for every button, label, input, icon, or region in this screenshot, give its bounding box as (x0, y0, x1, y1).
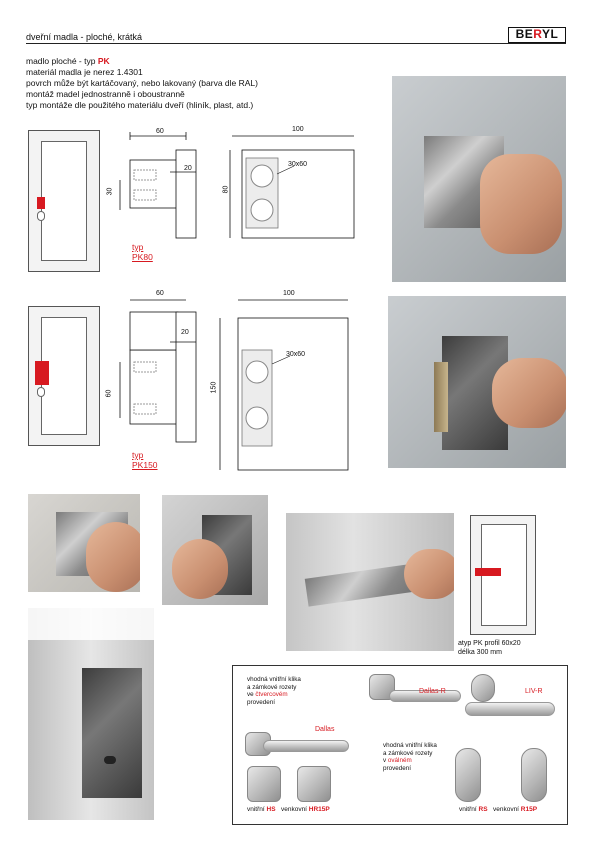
intro-text (26, 56, 258, 111)
label-dallas: Dallas (315, 726, 335, 733)
atyp-profile-note: atyp PK profil 60x20 délka 300 mm (458, 640, 521, 656)
rosette-oval-cylinder (455, 748, 481, 802)
pk150-front-drawing (210, 292, 360, 476)
door-sketch-pk150 (28, 306, 100, 446)
door-sketch-atyp (470, 515, 536, 635)
dim-label: 20 (181, 329, 189, 336)
label-dallas-r: Dallas-R (419, 688, 446, 695)
door-sketch-pk80 (28, 130, 100, 272)
photo-pk150-hand (388, 296, 566, 468)
intro-line: povrch může být kartáčovaný, nebo lakovaný (barva dle RAL) (26, 78, 258, 88)
label-liv-r: LIV-R (525, 688, 543, 695)
header-divider (26, 43, 566, 44)
pk80-front-drawing (222, 128, 362, 243)
dim-label: 20 (184, 165, 192, 172)
handle-marker (35, 361, 49, 385)
intro-line: materiál madla je nerez 1.4301 (26, 67, 143, 77)
bottom-labels-square: vnitřní HS venkovní HR15P (247, 806, 330, 813)
bottom-labels-oval: vnitřní RS venkovní R15P (459, 806, 538, 813)
dim-label: 100 (292, 126, 304, 133)
rosette-square-knob (297, 766, 331, 802)
handle-marker (475, 568, 501, 576)
dim-label: 60 (105, 389, 113, 398)
photo-hand-grip-2 (162, 495, 268, 605)
intro-line-type: madlo ploché - typ PK (26, 56, 110, 66)
dim-label: 60 (156, 290, 164, 297)
rosette-round-liv-r (471, 674, 495, 702)
handle-marker (37, 197, 45, 209)
intro-line: typ montáže dle použitého materiálu dveří (hliník, plast, atd.) (26, 100, 254, 110)
lever-liv-r (465, 702, 555, 716)
dim-label: 80 (222, 185, 230, 194)
type-label-pk150: typ PK150 (132, 450, 158, 470)
beryl-logo: BERYL (508, 27, 566, 43)
dim-label: 30x60 (288, 161, 308, 168)
type-label-pk80: typ PK80 (132, 242, 153, 262)
pk150-side-drawing (108, 292, 200, 448)
accessory-panel (232, 665, 568, 825)
rosette-oval-knob (521, 748, 547, 802)
rosette-square-cylinder (247, 766, 281, 802)
intro-line: montáž madel jednostranně i oboustranně (26, 89, 185, 99)
note-square: vhodná vnitřní klika a zámkové rozety ve čtvercovém provedení (247, 676, 301, 706)
page-title: dveřní madla - ploché, krátká (26, 32, 143, 42)
dim-label: 60 (156, 128, 164, 135)
pk80-side-drawing (108, 128, 200, 243)
dim-label: 30 (106, 187, 114, 196)
dim-label: 100 (283, 290, 295, 297)
note-oval: vhodná vnitřní klika a zámkové rozety v oválném provedení (383, 742, 437, 772)
photo-long-handle (286, 513, 454, 651)
photo-atyp-rozeta (28, 608, 154, 820)
photo-pk80-hand (392, 76, 566, 282)
photo-hand-grip-1 (28, 494, 140, 592)
lever-dallas (263, 740, 349, 752)
dim-label: 150 (210, 381, 218, 394)
dim-label: 30x60 (286, 351, 306, 358)
